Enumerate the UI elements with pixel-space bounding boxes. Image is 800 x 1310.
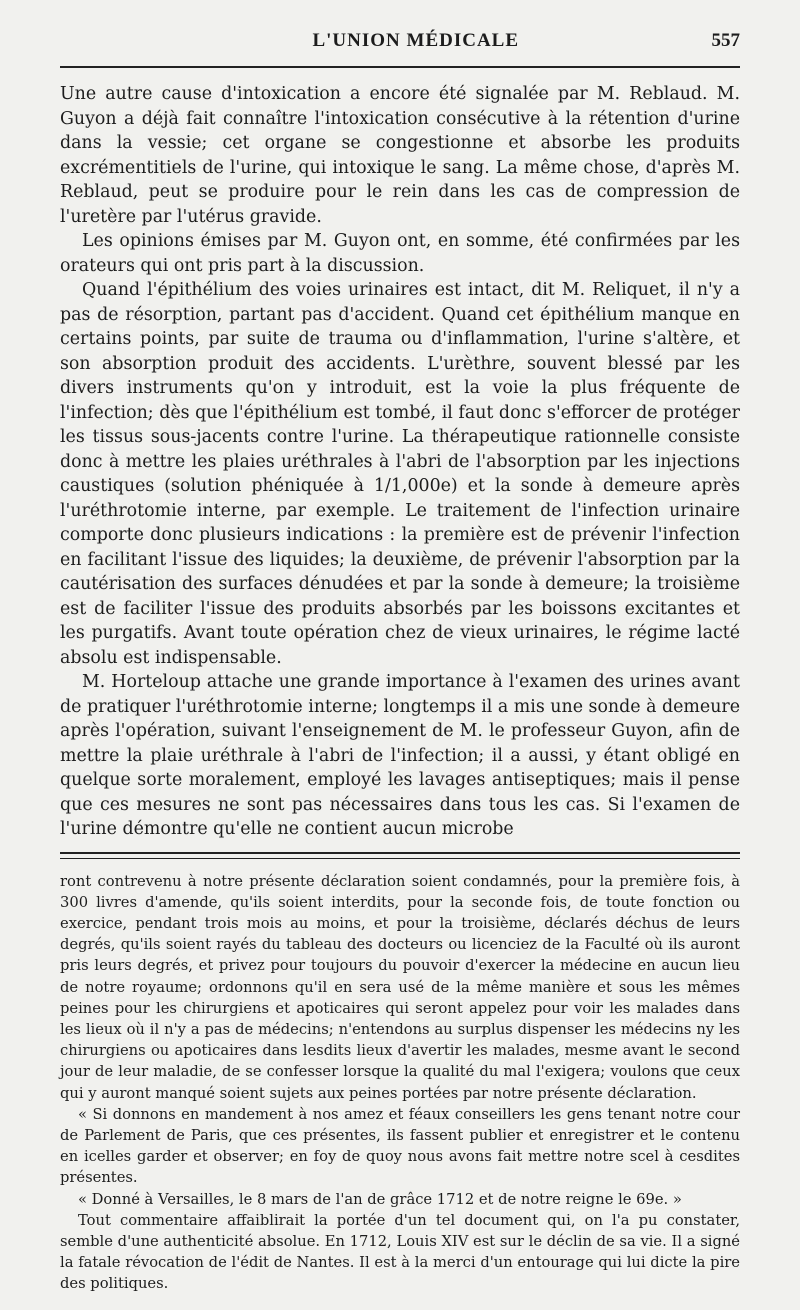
footnote-paragraph: Tout commentaire affaiblirait la portée d'un tel document qui, on l'a pu constater, semble d'une authenticité absolue. En 1712, Louis XIV est sur le déclin de sa vie. Il a signé la fatale révocation de l'édit de Nantes. Il est à la merci d'un entourage qui lui dicte la pire des politiques. — [60, 1211, 740, 1293]
main-text — [60, 82, 740, 842]
journal-title: L'UNION MÉDICALE — [312, 30, 520, 51]
paragraph: M. Horteloup attache une grande importance à l'examen des urines avant de pratiquer l'uréthrotomie interne; longtemps il a mis une sonde à demeure après l'opération, suivant l'enseignement de M. le professeur Guyon, afin de mettre la plaie uréthrale à l'abri de l'infection; il a aussi, y étant obligé en quelque sorte moralement, employé les lavages antiseptiques; mais il pense que ces mesures ne sont pas nécessaires dans tous les cas. Si l'examen de l'urine démontre qu'elle ne contient aucun microbe — [60, 672, 740, 839]
book-page — [60, 30, 740, 1295]
paragraph: Quand l'épithélium des voies urinaires est intact, dit M. Reliquet, il n'y a pas de résorption, partant pas d'accident. Quand cet épithélium manque en certains points, par suite de trauma ou d'inflammation, l'urine s'altère, et son absorption produit des accidents. L'urèthre, souvent blessé par les divers instruments qu'on y introduit, est la voie la plus fréquente de l'infection; dès que l'épithélium est tombé, il faut donc s'efforcer de protéger les tissus sous-jacents contre l'urine. La thérapeutique rationnelle consiste donc à mettre les plaies uréthrales à l'abri de l'absorption par les injections caustiques (solution phéniquée à 1/1,000e) et la sonde à demeure après l'uréthrotomie interne, par exemple. Le traitement de l'infection urinaire comporte donc plusieurs indications : la première est de prévenir l'infection en facilitant l'issue des liquides; la deuxième, de prévenir l'absorption par la cautérisation des surfaces dénudées et par la sonde à demeure; la troisième est de faciliter l'issue des produits absorbés par les boissons excitantes et les purgatifs. Avant toute opération chez de vieux urinaires, le régime lacté absolu est indispensable. — [60, 280, 740, 668]
footnote-paragraph: « Donné à Versailles, le 8 mars de l'an de grâce 1712 et de notre reigne le 69e. » — [78, 1190, 682, 1208]
paragraph: Une autre cause d'intoxication a encore été signalée par M. Reblaud. M. Guyon a déjà fait connaître l'intoxication consécutive à la rétention d'urine dans la vessie; cet organe se congestionne et absorbe les produits excrémentitiels de l'urine, qui intoxique le sang. La même chose, d'après M. Reblaud, peut se produire pour le rein dans les cas de compression de l'uretère par l'utérus gravide. — [60, 84, 740, 227]
footnote-paragraph: ront contrevenu à notre présente déclaration soient condamnés, pour la première fois, à 300 livres d'amende, qu'ils soient interdits, pour la seconde fois, de toute fonction ou exercice, pendant trois mois au moins, et pour la troisième, déclarés déchus de leurs degrés, qu'ils soient rayés du tableau des docteurs ou licenciez de la Faculté où ils auront pris leurs degrés, et privez pour toujours du pouvoir d'exercer la médecine en aucun lieu de notre royaume; ordonnons qu'il en sera usé de la même manière et sous les mêmes peines pour les chirurgiens et apoticaires qui seront appelez pour voir les malades dans les lieux où il n'y a pas de médecins; n'entendons au surplus dispenser les médecins ny les chirurgiens ou apoticaires dans lesdits lieux d'avertir les malades, mesme avant le second jour de leur maladie, de se confesser lorsque la qualité du mal l'exigera; voulons que ceux qui y auront manqué soient sujets aux peines portées par notre présente déclaration. — [60, 872, 740, 1102]
running-header — [60, 30, 740, 64]
paragraph: Les opinions émises par M. Guyon ont, en somme, été confirmées par les orateurs qui ont pris part à la discussion. — [60, 231, 740, 276]
footnote-paragraph: « Si donnons en mandement à nos amez et féaux conseillers les gens tenant notre cour de Parlement de Paris, que ces présentes, ils fassent publier et enregistrer et le contenu en icelles garder et observer; en foy de quoy nous avons fait mettre notre scel à cesdites présentes. — [60, 1105, 740, 1187]
footnote-text — [60, 871, 740, 1295]
footnote-separator — [60, 852, 740, 859]
header-rule — [60, 66, 740, 68]
page-number: 557 — [711, 30, 740, 51]
